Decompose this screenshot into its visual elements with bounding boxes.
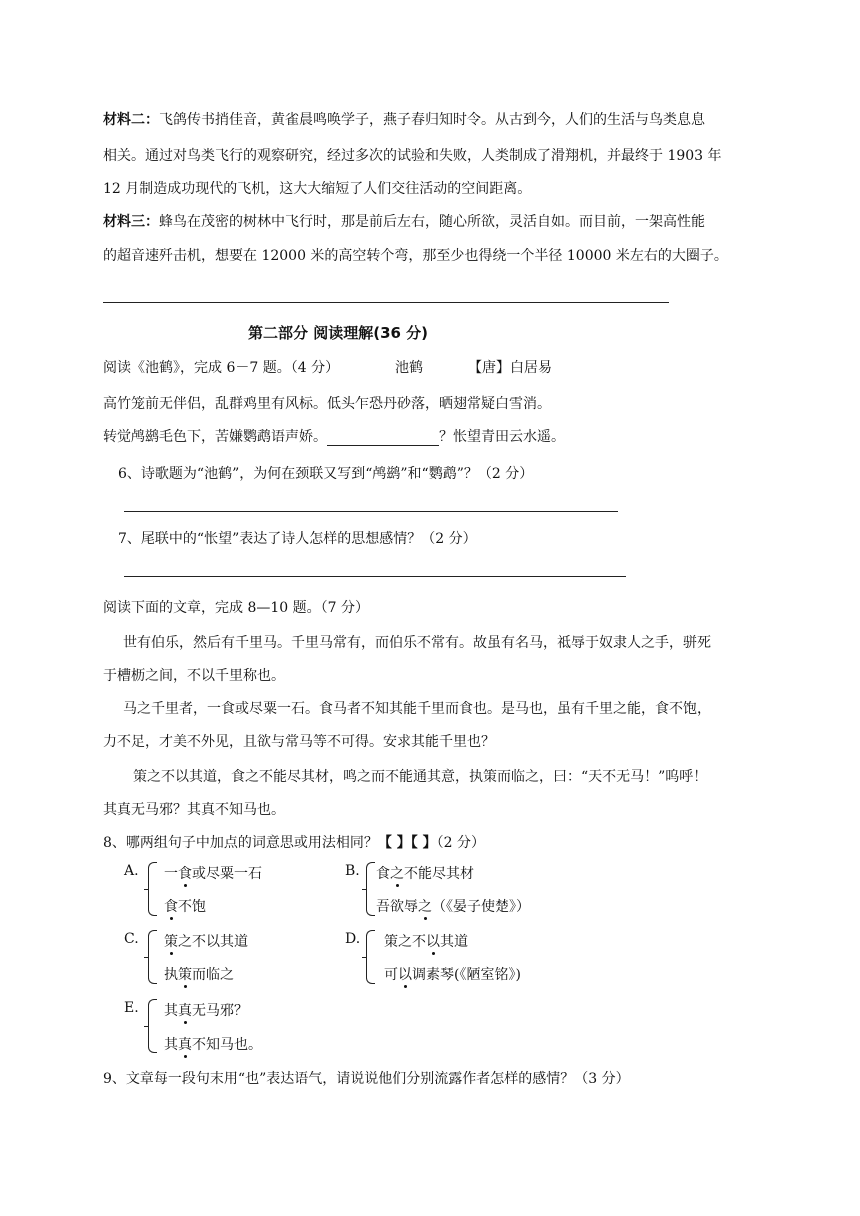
section-divider [103,302,669,303]
answer-line-q7[interactable] [124,576,626,577]
passage-p3b: 其真无马邪？其真不知马也。 [103,802,285,818]
q8-option-c-label: C. [124,931,139,947]
passage-p1a: 世有伯乐，然后有千里马。千里马常有，而伯乐不常有。故虽有名马，祗辱于奴隶人之手，骈死 [123,635,711,651]
poem-intro: 阅读《池鹤》，完成 6－7 题。（4 分） [103,360,340,376]
q8-a-s1: 一食或尽粟一石 [164,866,262,882]
q8-b-s2: 吾欲辱之（《晏子使楚》） [376,899,530,915]
material3-line1: 材料三：蜂鸟在茂密的树林中飞行时，那是前后左右，随心所欲，灵活自如。而目前，一架高性能 [103,214,705,230]
q8-option-a-label: A. [124,863,139,879]
emphasis-dot: 食 [178,866,192,882]
emphasis-dot: 真 [178,1003,192,1019]
brace-c [148,930,157,984]
q8-option-d-label: D. [345,931,361,947]
brace-a [148,862,157,916]
material3-line2: 的超音速歼击机，想要在 12000 米的高空转个弯，那至少也得绕一个半径 10000 米左右的大圈子。 [103,248,728,264]
q8-a-s2: 食不饱 [164,899,206,915]
material3-label: 材料三： [103,214,159,230]
passage-intro: 阅读下面的文章，完成 8—10 题。（7 分） [103,600,369,616]
question-6: 6、诗歌题为“池鹤”，为何在颈联又写到“鸬鹚”和“鹦鹉”？（2 分） [118,466,534,482]
emphasis-dot: 之 [390,866,404,882]
brace-d [366,930,375,984]
q8-option-e-label: E. [124,1000,139,1016]
material2-line1: 材料二：飞鸽传书捎佳音，黄雀晨鸣唤学子，燕子春归知时令。从古到今，人们的生活与鸟类息息 [103,112,705,128]
emphasis-dot: 策 [164,934,178,950]
emphasis-dot: 以 [398,967,412,983]
poem-line1: 高竹笼前无伴侣，乱群鸡里有风标。低头乍恐丹砂落，晒翅常疑白雪消。 [103,396,551,412]
poem-line2: 转觉鸬鹚毛色下，苦嫌鹦鹉语声娇。 ？怅望青田云水遥。 [103,429,565,445]
poem-author: 【唐】白居易 [468,360,552,376]
part2-title: 第二部分 阅读理解(36 分) [248,324,429,342]
brace-b [366,862,375,916]
emphasis-dot: 真 [178,1037,192,1053]
poem-blank[interactable] [327,431,439,446]
q8-e-s1: 其真无马邪？ [164,1003,248,1019]
q8-c-s2: 执策而临之 [164,967,234,983]
passage-p2a: 马之千里者，一食或尽粟一石。食马者不知其能千里而食也。是马也，虽有千里之能，食不饱， [123,701,711,717]
material2-line2: 相关。通过对鸟类飞行的观察研究，经过多次的试验和失败，人类制成了滑翔机，并最终于 1903 年 [103,148,722,164]
emphasis-dot: 之 [418,899,432,915]
q8-b-s1: 食之不能尽其材 [376,866,474,882]
material2-line3: 12 月制造成功现代的飞机，这大大缩短了人们交往活动的空间距离。 [103,181,532,197]
question-8: 8、哪两组句子中加点的词意思或用法相同？【 】【 】（2 分） [103,835,486,851]
question-7: 7、尾联中的“怅望”表达了诗人怎样的思想感情？（2 分） [118,531,477,547]
q8-option-b-label: B. [345,863,360,879]
emphasis-dot: 以 [426,934,440,950]
passage-p2b: 力不足，才美不外见，且欲与常马等不可得。安求其能千里也？ [103,734,495,750]
answer-line-q6[interactable] [124,511,618,512]
material2-label: 材料二： [103,112,159,128]
q8-answer-blanks[interactable]: 【 】【 】 [377,835,437,851]
emphasis-dot: 策 [178,967,192,983]
question-9: 9、文章每一段句末用“也”表达语气，请说说他们分别流露作者怎样的感情？（3 分） [103,1071,630,1087]
q8-c-s1: 策之不以其道 [164,934,248,950]
passage-p1b: 于槽枥之间，不以千里称也。 [103,668,285,684]
poem-title: 池鹤 [395,360,423,376]
brace-e [148,999,157,1053]
passage-p3a: 策之不以其道，食之不能尽其材，鸣之而不能通其意，执策而临之，曰：“天不无马！”呜呼！ [133,769,708,785]
q8-e-s2: 其真不知马也。 [164,1037,262,1053]
emphasis-dot: 食 [164,899,178,915]
q8-d-s1: 策之不以其道 [384,934,468,950]
q8-d-s2: 可以调素琴(《陋室铭》) [384,967,521,983]
